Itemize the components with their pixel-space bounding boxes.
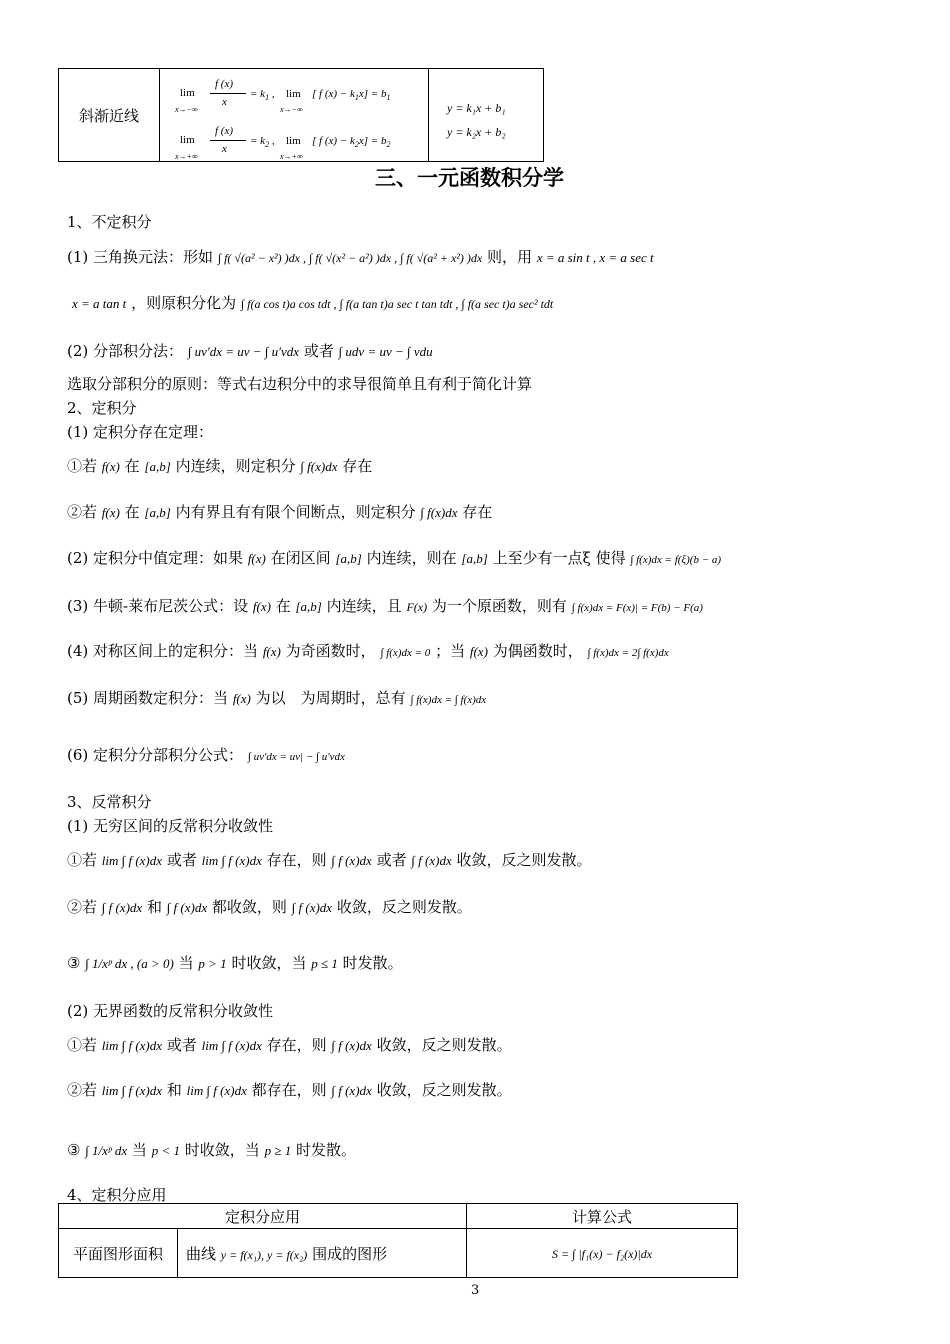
symmetric-interval: (4) 对称区间上的定积分：当 f(x) 为奇函数时， ∫ f(x)dx = 0 ；当 f(x) 为偶函数时， ∫ f(x)dx = 2∫ f(x)dx	[67, 642, 669, 660]
periodic-function: (5) 周期函数定积分：当 f(x) 为以 为周期时，总有 ∫ f(x)dx = ∫ f(x)dx	[67, 689, 487, 707]
trig-forms: ∫ f( √(a² − x²) )dx , ∫ f( √(x² − a²) )dx , ∫ f( √(a² + x²) )dx	[217, 251, 483, 265]
asymptote-table	[58, 68, 544, 162]
area-desc-cell: 曲线 y = f(x₁), y = f(x₂) 围成的图形	[178, 1229, 467, 1278]
infinite-cond-2: ②若 ∫ f (x)dx 和 ∫ f (x)dx 都收敛，则 ∫ f (x)dx 收敛，反之则发散。	[67, 898, 472, 916]
heading-improper-integral: 3、反常积分	[67, 793, 152, 811]
heading-indefinite-integral: 1、不定积分	[67, 213, 152, 231]
existence-theorem: (1) 定积分存在定理：	[67, 423, 214, 441]
mean-value-theorem: (2) 定积分中值定理：如果 f(x) 在闭区间 [a,b] 内连续，则在 [a,b] 上至少有一点ξ 使得 ∫ f(x)dx = f(ξ)(b − a)	[67, 549, 722, 567]
area-label-cell: 平面图形面积	[59, 1229, 178, 1278]
applications-header-2: 计算公式	[467, 1204, 738, 1229]
p-integral-unbounded: ③ ∫ 1/xᵖ dx 当 p < 1 时收敛，当 p ≥ 1 时发散。	[67, 1141, 356, 1159]
asymptote-limits-cell: f (x) x lim x→−∞ = $k_1$ , lim x→−∞ [ f $(x) - k_1x] = b_1$ f (x) x lim x→+∞ = $k_2$ , lim x→+∞ [ f $(x) - k_2x] = b_2$	[160, 69, 429, 162]
p-integral-infinite: ③ ∫ 1/xᵖ dx , (a > 0) 当 p > 1 时收敛，当 p ≤ 1 时发散。	[67, 954, 403, 972]
existence-cond-2: ②若 f(x) 在 [a,b] 内有界且有有限个间断点，则定积分 ∫ f(x)dx 存在	[67, 503, 493, 521]
asymptote-label-cell	[59, 69, 160, 162]
heading-applications: 4、定积分应用	[67, 1186, 167, 1204]
section-title: 三、一元函数积分学	[375, 166, 564, 190]
newton-leibniz: (3) 牛顿-莱布尼茨公式：设 f(x) 在 [a,b] 内连续，且 F(x) 为一个原函数，则有 ∫ f(x)dx = F(x)| = F(b) − F(a)	[67, 597, 703, 615]
existence-cond-1: ①若 f(x) 在 [a,b] 内连续，则定积分 ∫ f(x)dx 存在	[67, 457, 373, 475]
integration-by-parts-line: (2) 分部积分法： ∫ uv′dx = uv − ∫ u′vdx 或者 ∫ udv = uv − ∫ vdu	[67, 342, 433, 360]
asymptote-lines-cell	[429, 69, 544, 162]
page-number: 3	[471, 1283, 480, 1298]
trig-result-forms: ∫ f(a cos t)a cos tdt , ∫ f(a tan t)a sec t tan tdt , ∫ f(a sec t)a sec² tdt	[240, 297, 554, 311]
applications-table	[58, 1203, 738, 1278]
heading-definite-integral: 2、定积分	[67, 399, 137, 417]
parts-principle: 选取分部积分的原则：等式右边积分中的求导很简单且有利于简化计算	[67, 375, 533, 393]
asymptote-line-2: y = k₂x + b₂	[447, 125, 506, 139]
trig-substitution-line: (1) 三角换元法：形如 ∫ f( √(a² − x²) )dx , ∫ f( √(x² − a²) )dx , ∫ f( √(a² + x²) )dx 则，用 x = a sin t , x = a sec t	[67, 248, 654, 266]
definite-parts: (6) 定积分分部积分公式： ∫ uv′dx = uv| − ∫ u′vdx	[67, 746, 345, 764]
area-formula-cell: S = ∫ |f₁(x) − f₂(x)|dx	[467, 1229, 738, 1278]
applications-header-1: 定积分应用	[59, 1204, 467, 1229]
unbounded-cond-2: ②若 lim ∫ f (x)dx 和 lim ∫ f (x)dx 都存在，则 ∫ f (x)dx 收敛，反之则发散。	[67, 1081, 512, 1099]
trig-substitution-line-2: x = a tan t ，则原积分化为 ∫ f(a cos t)a cos tdt , ∫ f(a tan t)a sec t tan tdt , ∫ f(a sec t)a sec² tdt	[72, 294, 554, 312]
unbounded-function-title: (2) 无界函数的反常积分收敛性	[67, 1002, 274, 1020]
infinite-interval-title: (1) 无穷区间的反常积分收敛性	[67, 817, 274, 835]
asymptote-line-1: y = k₁x + b₁	[447, 101, 506, 115]
asymptote-label: 斜渐近线	[78, 106, 139, 125]
trig-sub-1: x = a sin t , x = a sec t	[536, 250, 654, 265]
unbounded-cond-1: ①若 lim ∫ f (x)dx 或者 lim ∫ f (x)dx 存在，则 ∫ f (x)dx 收敛，反之则发散。	[67, 1036, 512, 1054]
infinite-cond-1: ①若 lim ∫ f (x)dx 或者 lim ∫ f (x)dx 存在，则 ∫ f (x)dx 或者 ∫ f (x)dx 收敛，反之则发散。	[67, 851, 592, 869]
